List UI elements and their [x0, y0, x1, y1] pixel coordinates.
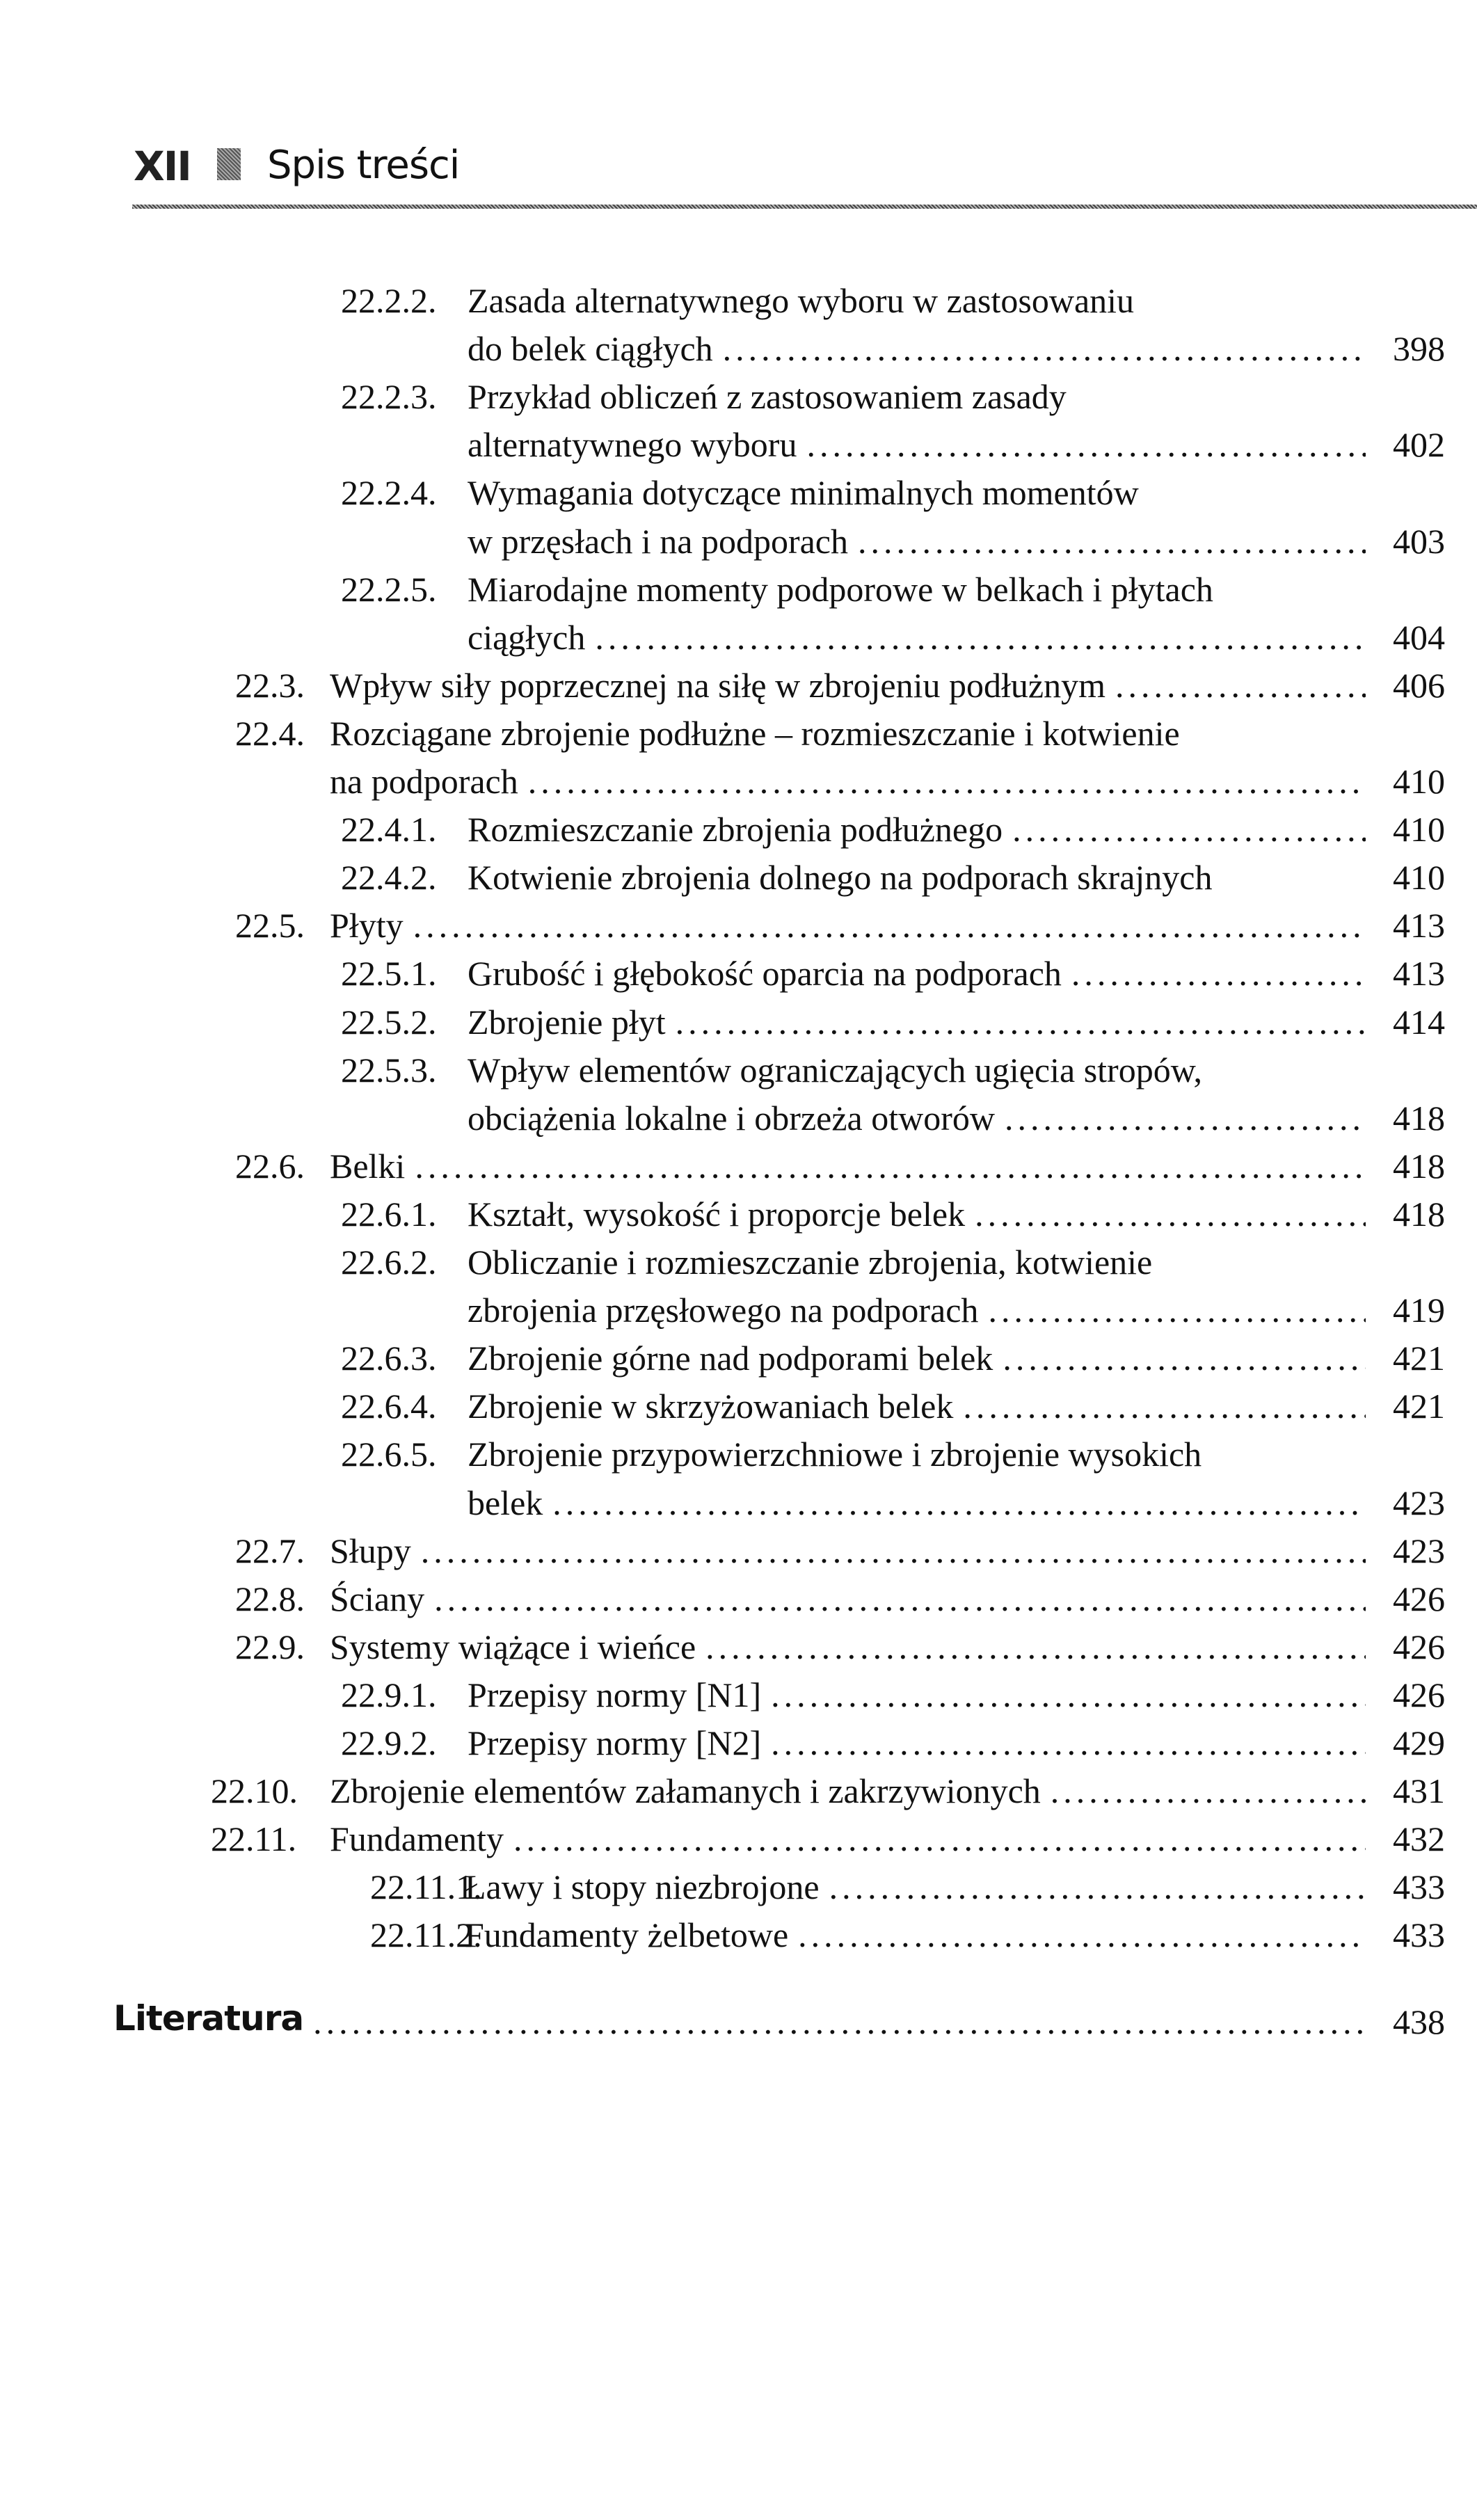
dot-leader	[771, 1719, 1366, 1767]
entry-title-wrap	[468, 1238, 1366, 1286]
section-number: 22.11.	[211, 1819, 297, 1859]
entry-title: alternatywnego wyboru	[468, 425, 797, 465]
section-number: 22.11.2.	[370, 1915, 482, 1955]
section-number: 22.7.	[235, 1531, 305, 1570]
toc-entry-continuation	[0, 1286, 1477, 1334]
entry-title: Zbrojenie przypowierzchniowe i zbrojenie wysokich	[468, 1435, 1202, 1474]
entry-title: Kształt, wysokość i proporcje belek	[468, 1194, 966, 1234]
toc-entry-continuation	[0, 1094, 1477, 1142]
entry-title-wrap	[468, 806, 1366, 854]
toc-entry	[0, 1767, 1477, 1815]
header-square-ornament	[217, 148, 241, 180]
toc-entry	[0, 662, 1477, 710]
entry-title-wrap	[330, 710, 1366, 758]
entry-title: Rozmieszczanie zbrojenia podłużnego	[468, 810, 1003, 850]
entry-title: Wpływ elementów ograniczających ugięcia stropów,	[468, 1050, 1203, 1090]
page-ref: 410	[1393, 810, 1445, 850]
entry-title: obciążenia lokalne i obrzeża otworów	[468, 1098, 995, 1138]
entry-title: Ściany	[330, 1579, 425, 1618]
toc-entry	[0, 1046, 1477, 1094]
entry-title-wrap	[468, 1430, 1366, 1478]
entry-title: Belki	[330, 1146, 406, 1186]
page-ref: 406	[1393, 665, 1445, 705]
entry-title-wrap	[330, 902, 1366, 950]
toc-entry	[0, 1334, 1477, 1382]
section-number: 22.2.2.	[341, 281, 437, 320]
section-number: 22.9.1.	[341, 1675, 437, 1714]
page-number: XII	[134, 143, 191, 190]
page-ref: 413	[1393, 954, 1445, 994]
section-number: 22.6.5.	[341, 1435, 437, 1474]
entry-title-wrap	[468, 469, 1366, 517]
page-ref: 403	[1393, 521, 1445, 561]
page-ref: 418	[1393, 1146, 1445, 1186]
entry-title: ciągłych	[468, 617, 586, 657]
toc-entry	[0, 1238, 1477, 1286]
entry-title-wrap	[330, 1575, 1366, 1623]
entry-title: Systemy wiążące i wieńce	[330, 1627, 696, 1666]
section-number: 22.2.3.	[341, 377, 437, 417]
section-number: 22.4.1.	[341, 810, 437, 850]
entry-title: Przepisy normy [N2]	[468, 1723, 762, 1762]
dot-leader	[1005, 1094, 1366, 1142]
toc-entry-continuation	[0, 1479, 1477, 1527]
dot-leader	[421, 1527, 1366, 1575]
toc-entry-continuation	[0, 518, 1477, 566]
entry-title-wrap	[468, 421, 1366, 469]
entry-title: Zbrojenie w skrzyżowaniach belek	[468, 1387, 954, 1426]
entry-title: Przykład obliczeń z zastosowaniem zasady	[468, 377, 1067, 417]
dot-leader	[988, 1286, 1366, 1334]
dot-leader	[806, 421, 1366, 469]
entry-title-wrap	[468, 1382, 1366, 1430]
toc-entry	[0, 1671, 1477, 1719]
section-number: 22.4.	[235, 713, 305, 753]
page-ref: 410	[1393, 858, 1445, 898]
section-number: 22.3.	[235, 665, 305, 705]
page-ref: 429	[1393, 1723, 1445, 1762]
section-number: 22.5.1.	[341, 954, 437, 994]
dot-leader	[705, 1623, 1366, 1671]
dot-leader	[1071, 950, 1366, 998]
section-number: 22.4.2.	[341, 858, 437, 898]
entry-title: Zbrojenie płyt	[468, 1002, 666, 1042]
page-ref: 423	[1393, 1531, 1445, 1570]
dot-leader	[676, 998, 1366, 1046]
entry-title-wrap	[468, 1479, 1366, 1527]
page-title: Spis treści	[267, 143, 460, 188]
dot-leader	[415, 1142, 1366, 1190]
entry-title: Rozciągane zbrojenie podłużne – rozmieszczanie i kotwienie	[330, 713, 1180, 753]
entry-title-wrap	[465, 1863, 1366, 1911]
entry-title-wrap	[468, 998, 1366, 1046]
dot-leader	[1012, 806, 1366, 854]
section-number: 22.11.1.	[370, 1867, 482, 1907]
toc-entry	[0, 277, 1477, 325]
page-ref: 414	[1393, 1002, 1445, 1042]
dot-leader	[723, 325, 1366, 373]
dot-leader	[1003, 1334, 1366, 1382]
dot-leader	[858, 518, 1366, 566]
page-ref: 418	[1393, 1098, 1445, 1138]
section-number: 22.5.	[235, 906, 305, 946]
dot-leader	[313, 1998, 1366, 2046]
section-number: 22.5.3.	[341, 1050, 437, 1090]
entry-title-wrap	[330, 1623, 1366, 1671]
page-ref: 438	[1393, 2002, 1445, 2041]
toc-entry	[0, 1575, 1477, 1623]
dot-leader	[513, 1815, 1366, 1863]
entry-title: Obliczanie i rozmieszczanie zbrojenia, kotwienie	[468, 1243, 1153, 1282]
toc-entry	[0, 1719, 1477, 1767]
entry-title-wrap	[468, 1190, 1366, 1238]
entry-title-wrap	[468, 518, 1366, 566]
page-ref: 404	[1393, 617, 1445, 657]
entry-title: do belek ciągłych	[468, 329, 713, 369]
toc-entry	[0, 1190, 1477, 1238]
toc-entry	[0, 1527, 1477, 1575]
entry-title: zbrojenia przęsłowego na podporach	[468, 1291, 979, 1330]
literature-label: Literatura	[113, 1997, 304, 2039]
section-number: 22.2.4.	[341, 473, 437, 513]
entry-title: Fundamenty żelbetowe	[465, 1915, 789, 1955]
page-ref: 431	[1393, 1771, 1445, 1811]
toc-entry	[0, 806, 1477, 854]
section-number: 22.6.2.	[341, 1243, 437, 1282]
entry-title-wrap	[468, 277, 1366, 325]
section-number: 22.5.2.	[341, 1002, 437, 1042]
section-number: 22.10.	[211, 1771, 298, 1811]
entry-title: Wpływ siły poprzecznej na siłę w zbrojeniu podłużnym	[330, 665, 1105, 705]
page-ref: 419	[1393, 1291, 1445, 1330]
entry-title-wrap	[468, 566, 1366, 614]
dot-leader	[413, 902, 1366, 950]
entry-title: belek	[468, 1483, 543, 1522]
page-ref: 433	[1393, 1915, 1445, 1955]
entry-title: Miarodajne momenty podporowe w belkach i płytach	[468, 569, 1213, 609]
entry-title: Grubość i głębokość oparcia na podporach	[468, 954, 1062, 994]
entry-title-wrap	[468, 950, 1366, 998]
entry-title-wrap	[330, 1767, 1366, 1815]
entry-title-wrap	[468, 1046, 1366, 1094]
toc-entry-continuation	[0, 325, 1477, 373]
header-divider	[132, 205, 1477, 209]
page-ref: 433	[1393, 1867, 1445, 1907]
dot-leader	[434, 1575, 1366, 1623]
entry-title: Zasada alternatywnego wyboru w zastosowaniu	[468, 281, 1135, 320]
dot-leader	[595, 614, 1366, 662]
page-ref: 423	[1393, 1483, 1445, 1522]
entry-title: w przęsłach i na podporach	[468, 521, 848, 561]
toc-entry	[0, 902, 1477, 950]
entry-title: Ławy i stopy niezbrojone	[465, 1867, 820, 1907]
section-number: 22.6.3.	[341, 1339, 437, 1378]
entry-title-wrap	[330, 1815, 1366, 1863]
toc-entry	[0, 1911, 1477, 1959]
section-number: 22.2.5.	[341, 569, 437, 609]
toc-entry	[0, 1142, 1477, 1190]
section-number: 22.6.4.	[341, 1387, 437, 1426]
entry-title-wrap	[468, 325, 1366, 373]
dot-leader	[1051, 1767, 1366, 1815]
toc-entry	[0, 1623, 1477, 1671]
page-ref: 413	[1393, 906, 1445, 946]
entry-title-wrap	[468, 373, 1366, 421]
dot-leader	[1115, 662, 1366, 710]
entry-title: Płyty	[330, 906, 404, 946]
entry-title: Zbrojenie elementów załamanych i zakrzywionych	[330, 1771, 1041, 1811]
page-ref: 398	[1393, 329, 1445, 369]
entry-title-wrap	[330, 1142, 1366, 1190]
entry-title-wrap	[330, 1527, 1366, 1575]
entry-title: na podporach	[330, 762, 518, 801]
toc-entry-literature	[0, 1998, 1477, 2046]
entry-title-wrap	[330, 662, 1366, 710]
toc-entry	[0, 998, 1477, 1046]
dot-leader	[552, 1479, 1366, 1527]
dot-leader	[798, 1911, 1366, 1959]
dot-leader	[963, 1382, 1366, 1430]
toc-entry	[0, 950, 1477, 998]
entry-title-wrap	[468, 614, 1366, 662]
entry-title: Wymagania dotyczące minimalnych momentów	[468, 473, 1139, 513]
toc-entry	[0, 854, 1477, 902]
section-number: 22.9.2.	[341, 1723, 437, 1762]
entry-title: Słupy	[330, 1531, 411, 1570]
entry-title-wrap	[468, 1334, 1366, 1382]
page-ref: 426	[1393, 1579, 1445, 1618]
toc-entry-continuation	[0, 421, 1477, 469]
dot-leader	[975, 1190, 1366, 1238]
section-number: 22.8.	[235, 1579, 305, 1618]
entry-title-wrap	[468, 1719, 1366, 1767]
dot-leader	[528, 758, 1366, 806]
page-ref: 421	[1393, 1387, 1445, 1426]
entry-title: Kotwienie zbrojenia dolnego na podporach skrajnych	[468, 858, 1213, 898]
entry-title-wrap	[465, 1911, 1366, 1959]
entry-title: Zbrojenie górne nad podporami belek	[468, 1339, 993, 1378]
section-number: 22.6.1.	[341, 1194, 437, 1234]
page-ref: 432	[1393, 1819, 1445, 1859]
toc-entry-continuation	[0, 758, 1477, 806]
entry-title-wrap	[468, 1286, 1366, 1334]
toc-entry	[0, 373, 1477, 421]
page-ref: 402	[1393, 425, 1445, 465]
page-ref: 410	[1393, 762, 1445, 801]
toc-entry	[0, 469, 1477, 517]
entry-title: Przepisy normy [N1]	[468, 1675, 762, 1714]
page-ref: 426	[1393, 1675, 1445, 1714]
page-ref: 426	[1393, 1627, 1445, 1666]
section-number: 22.9.	[235, 1627, 305, 1666]
entry-title-wrap	[468, 1094, 1366, 1142]
toc-entry	[0, 710, 1477, 758]
entry-title: Fundamenty	[330, 1819, 504, 1859]
entry-title-wrap	[468, 1671, 1366, 1719]
section-number: 22.6.	[235, 1146, 305, 1186]
toc-entry	[0, 1815, 1477, 1863]
entry-title-wrap	[330, 758, 1366, 806]
dot-leader	[771, 1671, 1366, 1719]
entry-title-wrap	[468, 854, 1366, 902]
toc-entry	[0, 1863, 1477, 1911]
page-ref: 421	[1393, 1339, 1445, 1378]
toc-entry	[0, 1430, 1477, 1478]
toc-entry	[0, 1382, 1477, 1430]
toc-entry	[0, 566, 1477, 614]
dot-leader	[829, 1863, 1366, 1911]
toc-entry-continuation	[0, 614, 1477, 662]
page-ref: 418	[1393, 1194, 1445, 1234]
